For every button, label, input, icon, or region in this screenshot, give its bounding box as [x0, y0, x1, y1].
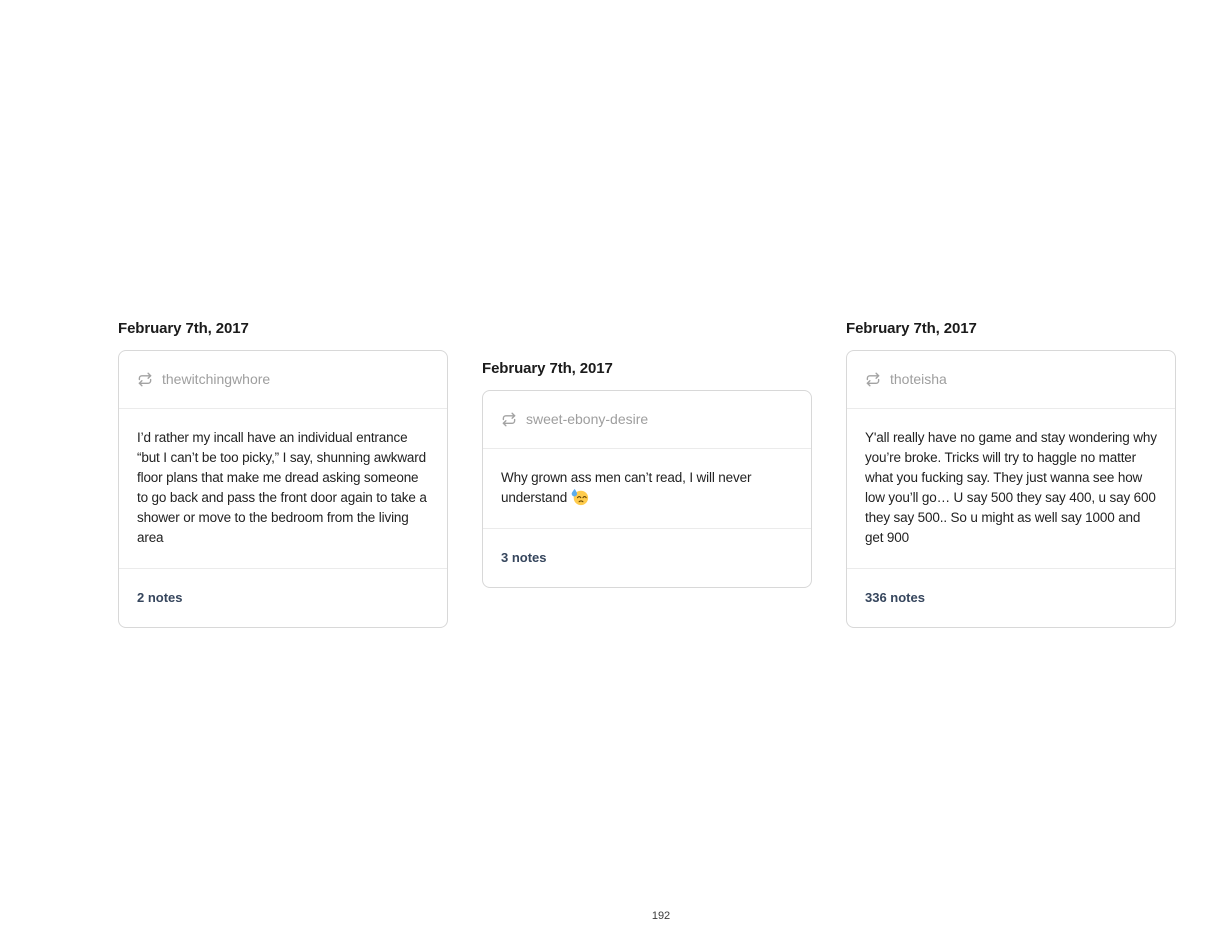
reblog-icon	[137, 372, 153, 387]
post-card-header	[119, 351, 447, 409]
post-text	[501, 468, 793, 508]
page-number: 192	[651, 910, 671, 922]
post-card[interactable]	[118, 350, 448, 628]
reblogged-from-username[interactable]: sweet-ebony-desire	[526, 411, 649, 427]
post-date: February 7th, 2017	[118, 320, 249, 337]
notes-count-link[interactable]: 3 notes	[501, 550, 547, 565]
post-card[interactable]	[482, 390, 812, 588]
downcast-face-with-sweat-emoji	[571, 488, 589, 506]
notes-count-link[interactable]: 2 notes	[137, 590, 183, 605]
notes-count-link[interactable]: 336 notes	[865, 590, 925, 605]
post-text-content: Why grown ass men can’t read, I will never understand	[501, 470, 752, 505]
post-column-3	[846, 321, 1176, 628]
post-card-header	[847, 351, 1175, 409]
post-column-1	[118, 321, 448, 628]
post-body	[847, 409, 1175, 568]
reblog-icon	[501, 412, 517, 427]
post-card-footer	[847, 568, 1175, 627]
post-body	[483, 449, 811, 528]
reblogged-from-username[interactable]: thewitchingwhore	[162, 371, 271, 387]
post-date: February 7th, 2017	[846, 320, 977, 337]
post-body	[119, 409, 447, 568]
post-text: Y'all really have no game and stay wondering why you’re broke. Tricks will try to haggle no matter what you fucking say. They just wanna see how low you’ll go… U say 500 they say 400, u say 600 they say 500.. So u might as well say 1000 and get 900	[865, 430, 1157, 545]
post-card-header	[483, 391, 811, 449]
post-card[interactable]	[846, 350, 1176, 628]
post-card-footer	[483, 528, 811, 587]
post-date: February 7th, 2017	[482, 360, 613, 377]
post-text: I’d rather my incall have an individual entrance “but I can’t be too picky,” I say, shunning awkward floor plans that make me dread asking someone to go back and pass the front door again to take a shower or move to the bedroom from the living area	[137, 430, 427, 545]
reblog-icon	[865, 372, 881, 387]
post-column-2	[482, 361, 812, 588]
post-card-footer	[119, 568, 447, 627]
reblogged-from-username[interactable]: thoteisha	[890, 371, 947, 387]
